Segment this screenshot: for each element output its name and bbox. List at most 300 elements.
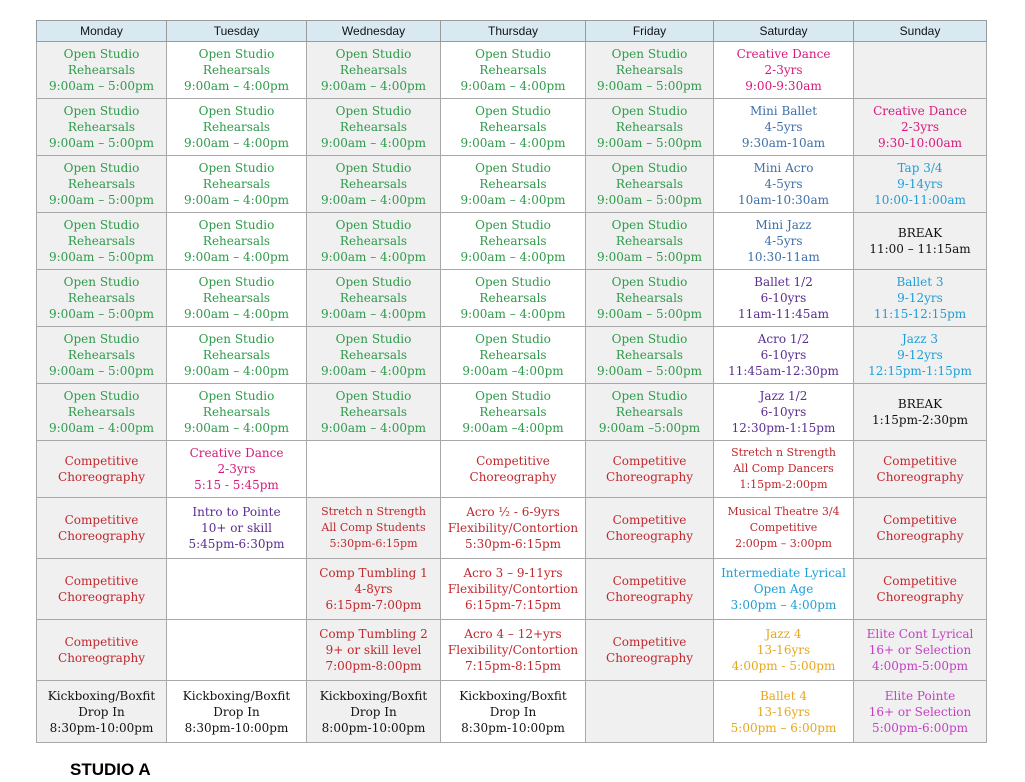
class-text-line: Creative Dance (873, 104, 967, 118)
class-text-line: Acro 3 – 9-11yrs (463, 566, 563, 580)
class-text-line: 6:15pm-7:15pm (464, 598, 562, 612)
schedule-cell-saturday (714, 559, 854, 620)
class-text-line: Rehearsals (479, 120, 547, 134)
schedule-cell-tuesday (167, 620, 307, 681)
schedule-cell-sunday (854, 213, 987, 270)
schedule-cell-tuesday (167, 559, 307, 620)
schedule-cell-thursday (441, 559, 586, 620)
class-text-line: 9:00am – 4:00pm (320, 250, 427, 264)
class-text-line: 9:00am – 4:00pm (320, 421, 427, 435)
schedule-cell-monday (37, 99, 167, 156)
class-text-line: Open Studio (335, 218, 412, 232)
class-text-line: Musical Theatre 3/4 (727, 505, 840, 518)
class-text-line: 13-16yrs (756, 704, 811, 719)
class-text-line: 12:30pm-1:15pm (731, 421, 836, 435)
class-text-line: Rehearsals (339, 63, 408, 77)
class-text-line: 9:00am – 4:00pm (183, 307, 290, 321)
class-text-line: Rehearsals (479, 234, 547, 248)
schedule-row (37, 270, 987, 327)
class-text-line: Open Studio (198, 161, 275, 175)
class-text-line: 5:15 - 5:45pm (194, 478, 279, 492)
schedule-row (37, 498, 987, 559)
class-text-line: 9:00am –4:00pm (462, 421, 564, 435)
schedule-cell-tuesday (167, 99, 307, 156)
class-text-line: 9:00am – 4:00pm (320, 364, 427, 378)
class-text-line: 3:00pm – 4:00pm (730, 598, 837, 612)
schedule-cell-saturday (714, 441, 854, 498)
class-text-line: 11am-11:45am (738, 307, 829, 321)
class-text-line: 4-5yrs (764, 234, 803, 248)
schedule-row (37, 681, 987, 743)
schedule-cell-wednesday (307, 156, 441, 213)
class-text-line: 9:00am –5:00pm (598, 421, 701, 435)
schedule-cell-saturday (714, 620, 854, 681)
class-text-line: Ballet 4 (759, 688, 808, 703)
class-text-line: Rehearsals (202, 120, 271, 134)
class-text-line: Competitive (612, 574, 687, 588)
class-text-line: 2-3yrs (217, 462, 256, 476)
class-text-line: Elite Pointe (884, 688, 956, 703)
schedule-cell-saturday (714, 99, 854, 156)
class-text-line: 9:00am – 5:00pm (48, 79, 155, 93)
class-text-line: Jazz 3 (901, 332, 939, 346)
class-text-line: 5:30pm-6:15pm (329, 537, 418, 550)
schedule-cell-saturday (714, 42, 854, 99)
class-text-line: Competitive (612, 454, 687, 468)
class-text-line: 9:00am – 5:00pm (48, 364, 155, 378)
class-text-line: Open Studio (198, 332, 275, 346)
schedule-row (37, 384, 987, 441)
schedule-cell-tuesday (167, 156, 307, 213)
class-text-line: Rehearsals (202, 348, 271, 362)
class-text-line: Choreography (876, 590, 964, 604)
class-text-line: Competitive (883, 513, 957, 527)
class-text-line: Stretch n Strength (321, 505, 426, 518)
schedule-cell-saturday (714, 156, 854, 213)
class-text-line: Choreography (606, 470, 693, 484)
schedule-cell-sunday (854, 384, 987, 441)
class-text-line: Open Age (753, 582, 814, 596)
class-text-line: Rehearsals (202, 234, 271, 248)
class-text-line: Rehearsals (479, 177, 547, 191)
schedule-cell-friday (586, 327, 714, 384)
class-text-line: Mini Ballet (749, 104, 818, 118)
schedule-row (37, 620, 987, 681)
class-text-line: BREAK (897, 226, 943, 240)
class-text-line: All Comp Students (321, 521, 426, 534)
class-text-line: Open Studio (198, 104, 275, 118)
schedule-row (37, 441, 987, 498)
class-text-line: 11:45am-12:30pm (728, 364, 839, 378)
class-text-line: 8:30pm-10:00pm (461, 720, 565, 735)
schedule-cell-sunday (854, 498, 987, 559)
class-text-line: Rehearsals (202, 405, 271, 419)
schedule-body (37, 42, 987, 743)
class-text-line: 9+ or skill level (325, 643, 422, 657)
schedule-cell-thursday (441, 681, 586, 743)
schedule-cell-wednesday (307, 498, 441, 559)
class-text-line: Rehearsals (479, 291, 547, 305)
class-text-line: 9:00am – 4:00pm (460, 79, 566, 93)
schedule-cell-sunday (854, 156, 987, 213)
class-text-line: Choreography (606, 590, 693, 604)
class-text-line: 5:00pm – 6:00pm (730, 720, 837, 735)
schedule-cell-wednesday (307, 441, 441, 498)
class-text-line: Choreography (606, 529, 693, 543)
schedule-cell-thursday (441, 384, 586, 441)
class-text-line: Jazz 4 (765, 627, 802, 641)
schedule-cell-sunday (854, 327, 987, 384)
class-text-line: Competitive (476, 454, 550, 468)
class-text-line: Rehearsals (615, 405, 684, 419)
schedule-cell-monday (37, 384, 167, 441)
class-text-line: 16+ or Selection (868, 643, 972, 657)
schedule-cell-friday (586, 441, 714, 498)
class-text-line: Competitive (612, 513, 687, 527)
class-text-line: Open Studio (611, 389, 688, 403)
class-text-line: 9:00am – 5:00pm (596, 250, 703, 264)
schedule-cell-wednesday (307, 384, 441, 441)
schedule-cell-tuesday (167, 270, 307, 327)
class-text-line: 9:00am – 4:00pm (320, 136, 427, 150)
class-text-line: 9-12yrs (897, 291, 943, 305)
schedule-cell-saturday (714, 327, 854, 384)
class-text-line: Acro 4 – 12+yrs (464, 627, 562, 641)
class-text-line: 6:15pm-7:00pm (325, 598, 422, 612)
schedule-cell-monday (37, 213, 167, 270)
class-text-line: 7:00pm-8:00pm (325, 659, 422, 673)
class-text-line: Drop In (350, 704, 397, 719)
class-text-line: Open Studio (611, 218, 688, 232)
class-text-line: Drop In (213, 704, 260, 719)
class-text-line: Rehearsals (67, 120, 136, 134)
class-text-line: Rehearsals (67, 63, 136, 77)
schedule-cell-thursday (441, 99, 586, 156)
class-text-line: Rehearsals (615, 177, 684, 191)
schedule-cell-sunday (854, 681, 987, 743)
class-text-line: 9:00am – 4:00pm (183, 364, 290, 378)
class-text-line: 10am-10:30am (738, 193, 829, 207)
schedule-cell-monday (37, 327, 167, 384)
class-text-line: 9:00am – 4:00pm (460, 136, 566, 150)
class-text-line: Tap 3/4 (897, 161, 943, 175)
class-text-line: Open Studio (63, 275, 140, 289)
class-text-line: Competitive (64, 513, 139, 527)
class-text-line: 9:00am – 4:00pm (460, 250, 566, 264)
class-text-line: Open Studio (611, 104, 688, 118)
class-text-line: Choreography (469, 470, 557, 484)
schedule-cell-monday (37, 498, 167, 559)
class-text-line: Flexibility/Contortion (447, 521, 579, 535)
class-text-line: 13-16yrs (756, 643, 811, 657)
schedule-cell-tuesday (167, 213, 307, 270)
class-text-line: Rehearsals (67, 177, 136, 191)
schedule-cell-monday (37, 681, 167, 743)
schedule-row (37, 42, 987, 99)
class-text-line: Rehearsals (615, 120, 684, 134)
class-text-line: 9:30am-10am (741, 136, 826, 150)
class-text-line: Open Studio (475, 275, 551, 289)
class-text-line: 8:30pm-10:00pm (49, 720, 154, 735)
class-text-line: 10:30-11am (747, 250, 820, 264)
class-text-line: Rehearsals (67, 234, 136, 248)
day-header-friday: Friday (586, 21, 714, 42)
class-text-line: 6-10yrs (760, 405, 807, 419)
class-text-line: Rehearsals (339, 405, 408, 419)
class-text-line: Open Studio (335, 389, 412, 403)
class-text-line: Rehearsals (339, 234, 408, 248)
class-text-line: Rehearsals (202, 63, 271, 77)
class-text-line: Comp Tumbling 1 (319, 566, 428, 580)
class-text-line: Open Studio (611, 275, 688, 289)
class-text-line: Kickboxing/Boxfit (182, 688, 291, 703)
class-text-line: Mini Acro (753, 161, 814, 175)
schedule-cell-thursday (441, 156, 586, 213)
class-text-line: 4-5yrs (764, 177, 803, 191)
class-text-line: Rehearsals (339, 177, 408, 191)
schedule-cell-saturday (714, 681, 854, 743)
class-text-line: Drop In (78, 704, 125, 719)
schedule-cell-saturday (714, 213, 854, 270)
class-text-line: 9:00am – 4:00pm (460, 307, 566, 321)
class-text-line: Open Studio (335, 332, 412, 346)
schedule-cell-monday (37, 441, 167, 498)
class-text-line: Open Studio (63, 218, 140, 232)
class-text-line: 9:00am – 5:00pm (596, 136, 703, 150)
schedule-cell-tuesday (167, 681, 307, 743)
day-header-thursday: Thursday (441, 21, 586, 42)
class-text-line: Open Studio (63, 161, 140, 175)
class-text-line: Open Studio (198, 218, 275, 232)
class-text-line: Open Studio (63, 47, 140, 61)
class-text-line: Rehearsals (339, 291, 408, 305)
class-text-line: Open Studio (475, 161, 551, 175)
schedule-cell-sunday (854, 620, 987, 681)
schedule-cell-friday (586, 213, 714, 270)
class-text-line: 1:15pm-2:30pm (871, 413, 969, 427)
class-text-line: Choreography (58, 529, 145, 543)
class-text-line: Competitive (64, 454, 139, 468)
class-text-line: Choreography (876, 529, 964, 543)
class-text-line: 4-8yrs (354, 582, 393, 596)
class-text-line: Rehearsals (615, 348, 684, 362)
class-text-line: Open Studio (335, 161, 412, 175)
schedule-row (37, 99, 987, 156)
class-text-line: Acro 1/2 (757, 332, 810, 346)
class-text-line: Ballet 1/2 (754, 275, 813, 289)
class-text-line: Kickboxing/Boxfit (47, 688, 156, 703)
class-text-line: 9:00am – 4:00pm (320, 79, 427, 93)
class-text-line: 9:00am – 5:00pm (596, 364, 703, 378)
class-text-line: Open Studio (63, 389, 140, 403)
class-text-line: Rehearsals (202, 177, 271, 191)
class-text-line: 9:00-9:30am (745, 79, 822, 93)
class-text-line: Open Studio (63, 332, 140, 346)
class-text-line: Open Studio (335, 104, 412, 118)
class-text-line: Open Studio (475, 332, 551, 346)
class-text-line: Open Studio (198, 275, 275, 289)
class-text-line: 9:30-10:00am (877, 136, 963, 150)
schedule-cell-thursday (441, 213, 586, 270)
class-text-line: Open Studio (611, 161, 688, 175)
schedule-cell-wednesday (307, 42, 441, 99)
day-header-saturday: Saturday (714, 21, 854, 42)
day-header-sunday: Sunday (854, 21, 987, 42)
weekly-schedule-table (36, 20, 987, 743)
class-text-line: Open Studio (611, 332, 688, 346)
schedule-cell-wednesday (307, 559, 441, 620)
schedule-row (37, 559, 987, 620)
class-text-line: 9:00am – 5:00pm (48, 136, 155, 150)
class-text-line: 9-14yrs (897, 177, 943, 191)
schedule-cell-sunday (854, 99, 987, 156)
class-text-line: Open Studio (475, 47, 551, 61)
class-text-line: All Comp Dancers (733, 462, 834, 475)
schedule-cell-wednesday (307, 270, 441, 327)
class-text-line: Open Studio (475, 104, 551, 118)
class-text-line: Elite Cont Lyrical (866, 627, 974, 641)
class-text-line: Competitive (749, 521, 818, 534)
class-text-line: Competitive (64, 574, 139, 588)
class-text-line: Comp Tumbling 2 (319, 627, 428, 641)
class-text-line: 2:00pm – 3:00pm (735, 537, 832, 550)
class-text-line: 5:45pm-6:30pm (188, 537, 285, 551)
class-text-line: Acro ½ - 6-9yrs (466, 505, 560, 519)
class-text-line: Rehearsals (67, 348, 136, 362)
class-text-line: 9:00am –4:00pm (462, 364, 564, 378)
schedule-cell-friday (586, 270, 714, 327)
class-text-line: Creative Dance (736, 47, 831, 61)
class-text-line: 7:15pm-8:15pm (464, 659, 562, 673)
class-text-line: 2-3yrs (764, 63, 803, 77)
class-text-line: Creative Dance (189, 446, 284, 460)
schedule-cell-friday (586, 99, 714, 156)
day-header-monday: Monday (37, 21, 167, 42)
schedule-cell-friday (586, 156, 714, 213)
class-text-line: 5:30pm-6:15pm (464, 537, 562, 551)
schedule-cell-thursday (441, 327, 586, 384)
schedule-cell-tuesday (167, 498, 307, 559)
class-text-line: 6-10yrs (760, 291, 807, 305)
schedule-cell-monday (37, 156, 167, 213)
class-text-line: 12:15pm-1:15pm (868, 364, 972, 378)
class-text-line: Open Studio (335, 47, 412, 61)
class-text-line: Rehearsals (615, 63, 684, 77)
class-text-line: Drop In (489, 704, 537, 719)
class-text-line: 2-3yrs (901, 120, 939, 134)
class-text-line: 9:00am – 4:00pm (183, 136, 290, 150)
class-text-line: 9:00am – 4:00pm (460, 193, 566, 207)
day-header-row (37, 21, 987, 42)
schedule-row (37, 327, 987, 384)
class-text-line: 11:00 – 11:15am (869, 242, 971, 256)
schedule-cell-tuesday (167, 441, 307, 498)
class-text-line: Flexibility/Contortion (447, 643, 579, 657)
class-text-line: Rehearsals (479, 348, 547, 362)
class-text-line: Rehearsals (339, 120, 408, 134)
class-text-line: Rehearsals (479, 405, 547, 419)
class-text-line: 9:00am – 4:00pm (183, 79, 290, 93)
class-text-line: 8:30pm-10:00pm (184, 720, 289, 735)
class-text-line: 1:15pm-2:00pm (739, 478, 828, 491)
class-text-line: Competitive (883, 574, 957, 588)
class-text-line: Competitive (883, 454, 957, 468)
class-text-line: 9:00am – 4:00pm (183, 250, 290, 264)
schedule-cell-friday (586, 681, 714, 743)
class-text-line: Rehearsals (339, 348, 408, 362)
schedule-cell-monday (37, 270, 167, 327)
schedule-cell-tuesday (167, 384, 307, 441)
class-text-line: Choreography (606, 651, 693, 665)
class-text-line: Rehearsals (67, 291, 136, 305)
schedule-cell-wednesday (307, 327, 441, 384)
class-text-line: Choreography (58, 590, 145, 604)
schedule-cell-monday (37, 620, 167, 681)
schedule-cell-friday (586, 42, 714, 99)
schedule-cell-thursday (441, 270, 586, 327)
day-header-wednesday: Wednesday (307, 21, 441, 42)
class-text-line: Choreography (58, 470, 145, 484)
class-text-line: Kickboxing/Boxfit (459, 688, 567, 703)
schedule-cell-wednesday (307, 213, 441, 270)
class-text-line: 9:00am – 4:00pm (183, 193, 290, 207)
class-text-line: Kickboxing/Boxfit (319, 688, 428, 703)
class-text-line: Open Studio (611, 47, 688, 61)
class-text-line: Flexibility/Contortion (447, 582, 579, 596)
class-text-line: Mini Jazz (755, 218, 812, 232)
schedule-cell-saturday (714, 270, 854, 327)
class-text-line: Open Studio (475, 389, 551, 403)
schedule-cell-saturday (714, 498, 854, 559)
class-text-line: 9:00am – 4:00pm (183, 421, 290, 435)
schedule-row (37, 213, 987, 270)
class-text-line: Choreography (876, 470, 964, 484)
class-text-line: Open Studio (198, 47, 275, 61)
class-text-line: Rehearsals (615, 291, 684, 305)
schedule-cell-friday (586, 559, 714, 620)
schedule-cell-saturday (714, 384, 854, 441)
schedule-cell-tuesday (167, 327, 307, 384)
schedule-cell-monday (37, 42, 167, 99)
class-text-line: Open Studio (198, 389, 275, 403)
schedule-cell-wednesday (307, 681, 441, 743)
class-text-line: 10+ or skill (201, 521, 272, 535)
class-text-line: 9:00am – 4:00pm (48, 421, 155, 435)
class-text-line: 9:00am – 4:00pm (320, 307, 427, 321)
class-text-line: Intro to Pointe (192, 505, 281, 519)
class-text-line: Choreography (58, 651, 145, 665)
class-text-line: 6-10yrs (760, 348, 807, 362)
class-text-line: 5:00pm-6:00pm (871, 720, 969, 735)
class-text-line: 10:00-11:00am (874, 193, 966, 207)
class-text-line: 8:00pm-10:00pm (321, 720, 426, 735)
class-text-line: Competitive (64, 635, 139, 649)
class-text-line: 11:15-12:15pm (873, 307, 967, 321)
class-text-line: 9:00am – 5:00pm (596, 193, 703, 207)
schedule-row (37, 156, 987, 213)
class-text-line: 9:00am – 5:00pm (596, 307, 703, 321)
class-text-line: Rehearsals (202, 291, 271, 305)
class-text-line: Open Studio (475, 218, 551, 232)
schedule-cell-monday (37, 559, 167, 620)
class-text-line: Stretch n Strength (731, 446, 836, 459)
class-text-line: 9:00am – 5:00pm (596, 79, 703, 93)
schedule-cell-friday (586, 620, 714, 681)
schedule-cell-sunday (854, 441, 987, 498)
schedule-cell-thursday (441, 498, 586, 559)
class-text-line: 9:00am – 4:00pm (320, 193, 427, 207)
class-text-line: BREAK (897, 397, 943, 411)
